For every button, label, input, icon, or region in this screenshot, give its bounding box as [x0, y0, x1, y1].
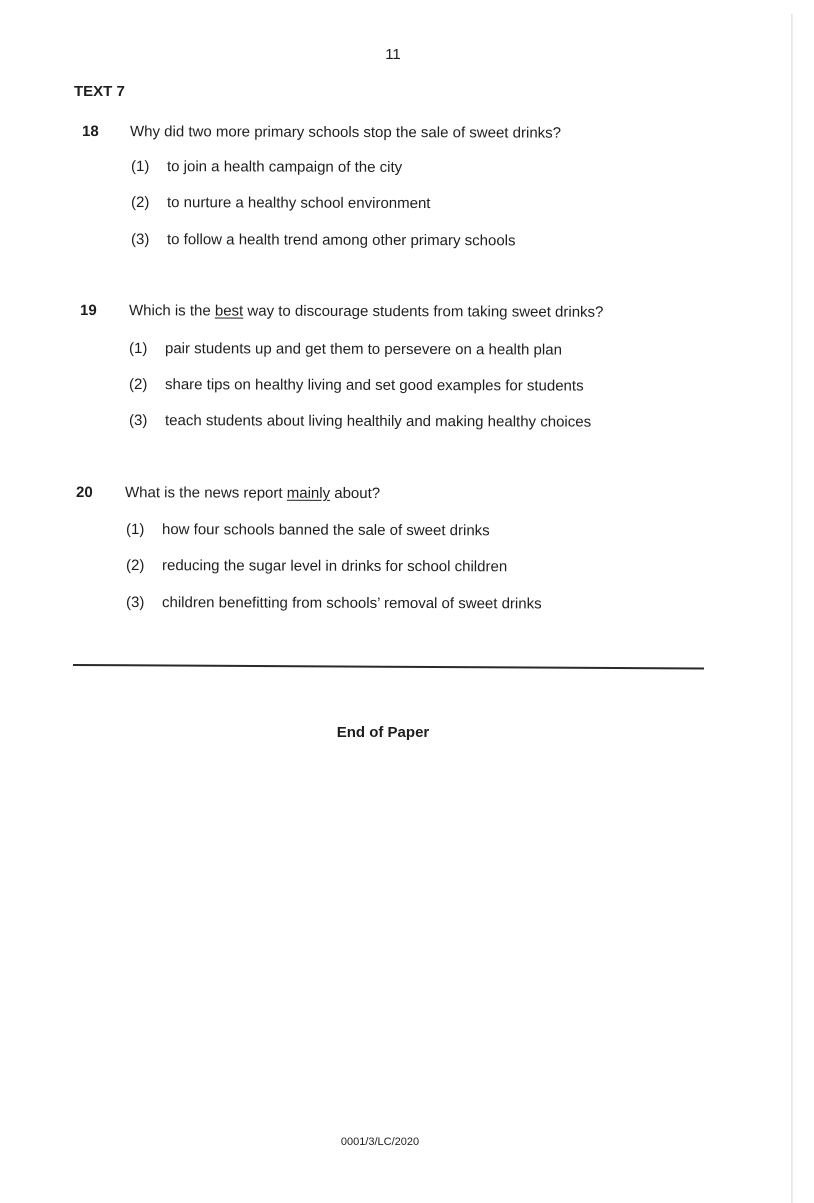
option-label: (1)	[125, 521, 145, 539]
question-19	[80, 302, 720, 324]
option-text: share tips on healthy living and set good examples for students	[164, 376, 584, 395]
question-text-part: Which is the	[128, 302, 215, 320]
option-20-3	[126, 594, 542, 612]
option-text: pair students up and get them to persevere on a health plan	[164, 340, 562, 359]
question-text-part: about?	[330, 484, 381, 503]
option-text: children benefitting from schools’ removal of sweet drinks	[161, 594, 542, 613]
option-label: (2)	[125, 557, 145, 575]
question-stem	[76, 484, 716, 508]
option-label: (1)	[128, 340, 148, 358]
option-18-1	[131, 158, 402, 176]
question-stem	[80, 302, 720, 326]
option-label: (3)	[128, 412, 148, 430]
option-label: (3)	[130, 231, 150, 249]
option-19-1	[129, 340, 562, 359]
option-text: reducing the sugar level in drinks for school children	[161, 557, 508, 576]
question-emphasis: best	[214, 302, 244, 320]
question-text-part: What is the news report	[124, 484, 287, 502]
question-emphasis: mainly	[286, 484, 331, 502]
question-20	[76, 484, 716, 506]
question-18	[82, 123, 722, 145]
footer-code: 0001/3/LC/2020	[340, 1136, 420, 1148]
page-edge-shadow	[791, 14, 793, 1203]
option-label: (1)	[130, 158, 150, 176]
question-text-part: Why did two more primary schools stop the sale of sweet drinks?	[129, 123, 562, 142]
option-19-3	[129, 412, 591, 431]
page-number: 11	[385, 46, 401, 63]
option-label: (2)	[128, 376, 148, 394]
option-18-2	[131, 194, 431, 212]
section-title: TEXT 7	[74, 83, 125, 100]
question-number: 20	[75, 484, 93, 502]
question-text-part: way to discourage students from taking sweet drinks?	[243, 302, 604, 321]
option-label: (2)	[130, 194, 150, 212]
option-label: (3)	[125, 594, 145, 612]
question-text	[129, 302, 603, 321]
option-20-1	[126, 521, 490, 539]
question-number: 18	[81, 123, 99, 141]
option-text: to nurture a healthy school environment	[166, 194, 431, 213]
option-20-2	[126, 557, 507, 575]
option-text: to follow a health trend among other primary schools	[166, 231, 516, 250]
option-text: how four schools banned the sale of sweet drinks	[161, 521, 490, 540]
option-text: to join a health campaign of the city	[166, 158, 403, 176]
question-stem	[82, 123, 722, 147]
divider-line	[73, 664, 704, 670]
option-18-3	[131, 231, 516, 249]
question-text	[125, 484, 380, 502]
question-number: 19	[79, 302, 97, 320]
option-text: teach students about living healthily and making healthy choices	[164, 412, 592, 431]
option-19-2	[129, 376, 584, 395]
end-of-paper: End of Paper	[336, 724, 430, 741]
question-text	[130, 123, 561, 142]
